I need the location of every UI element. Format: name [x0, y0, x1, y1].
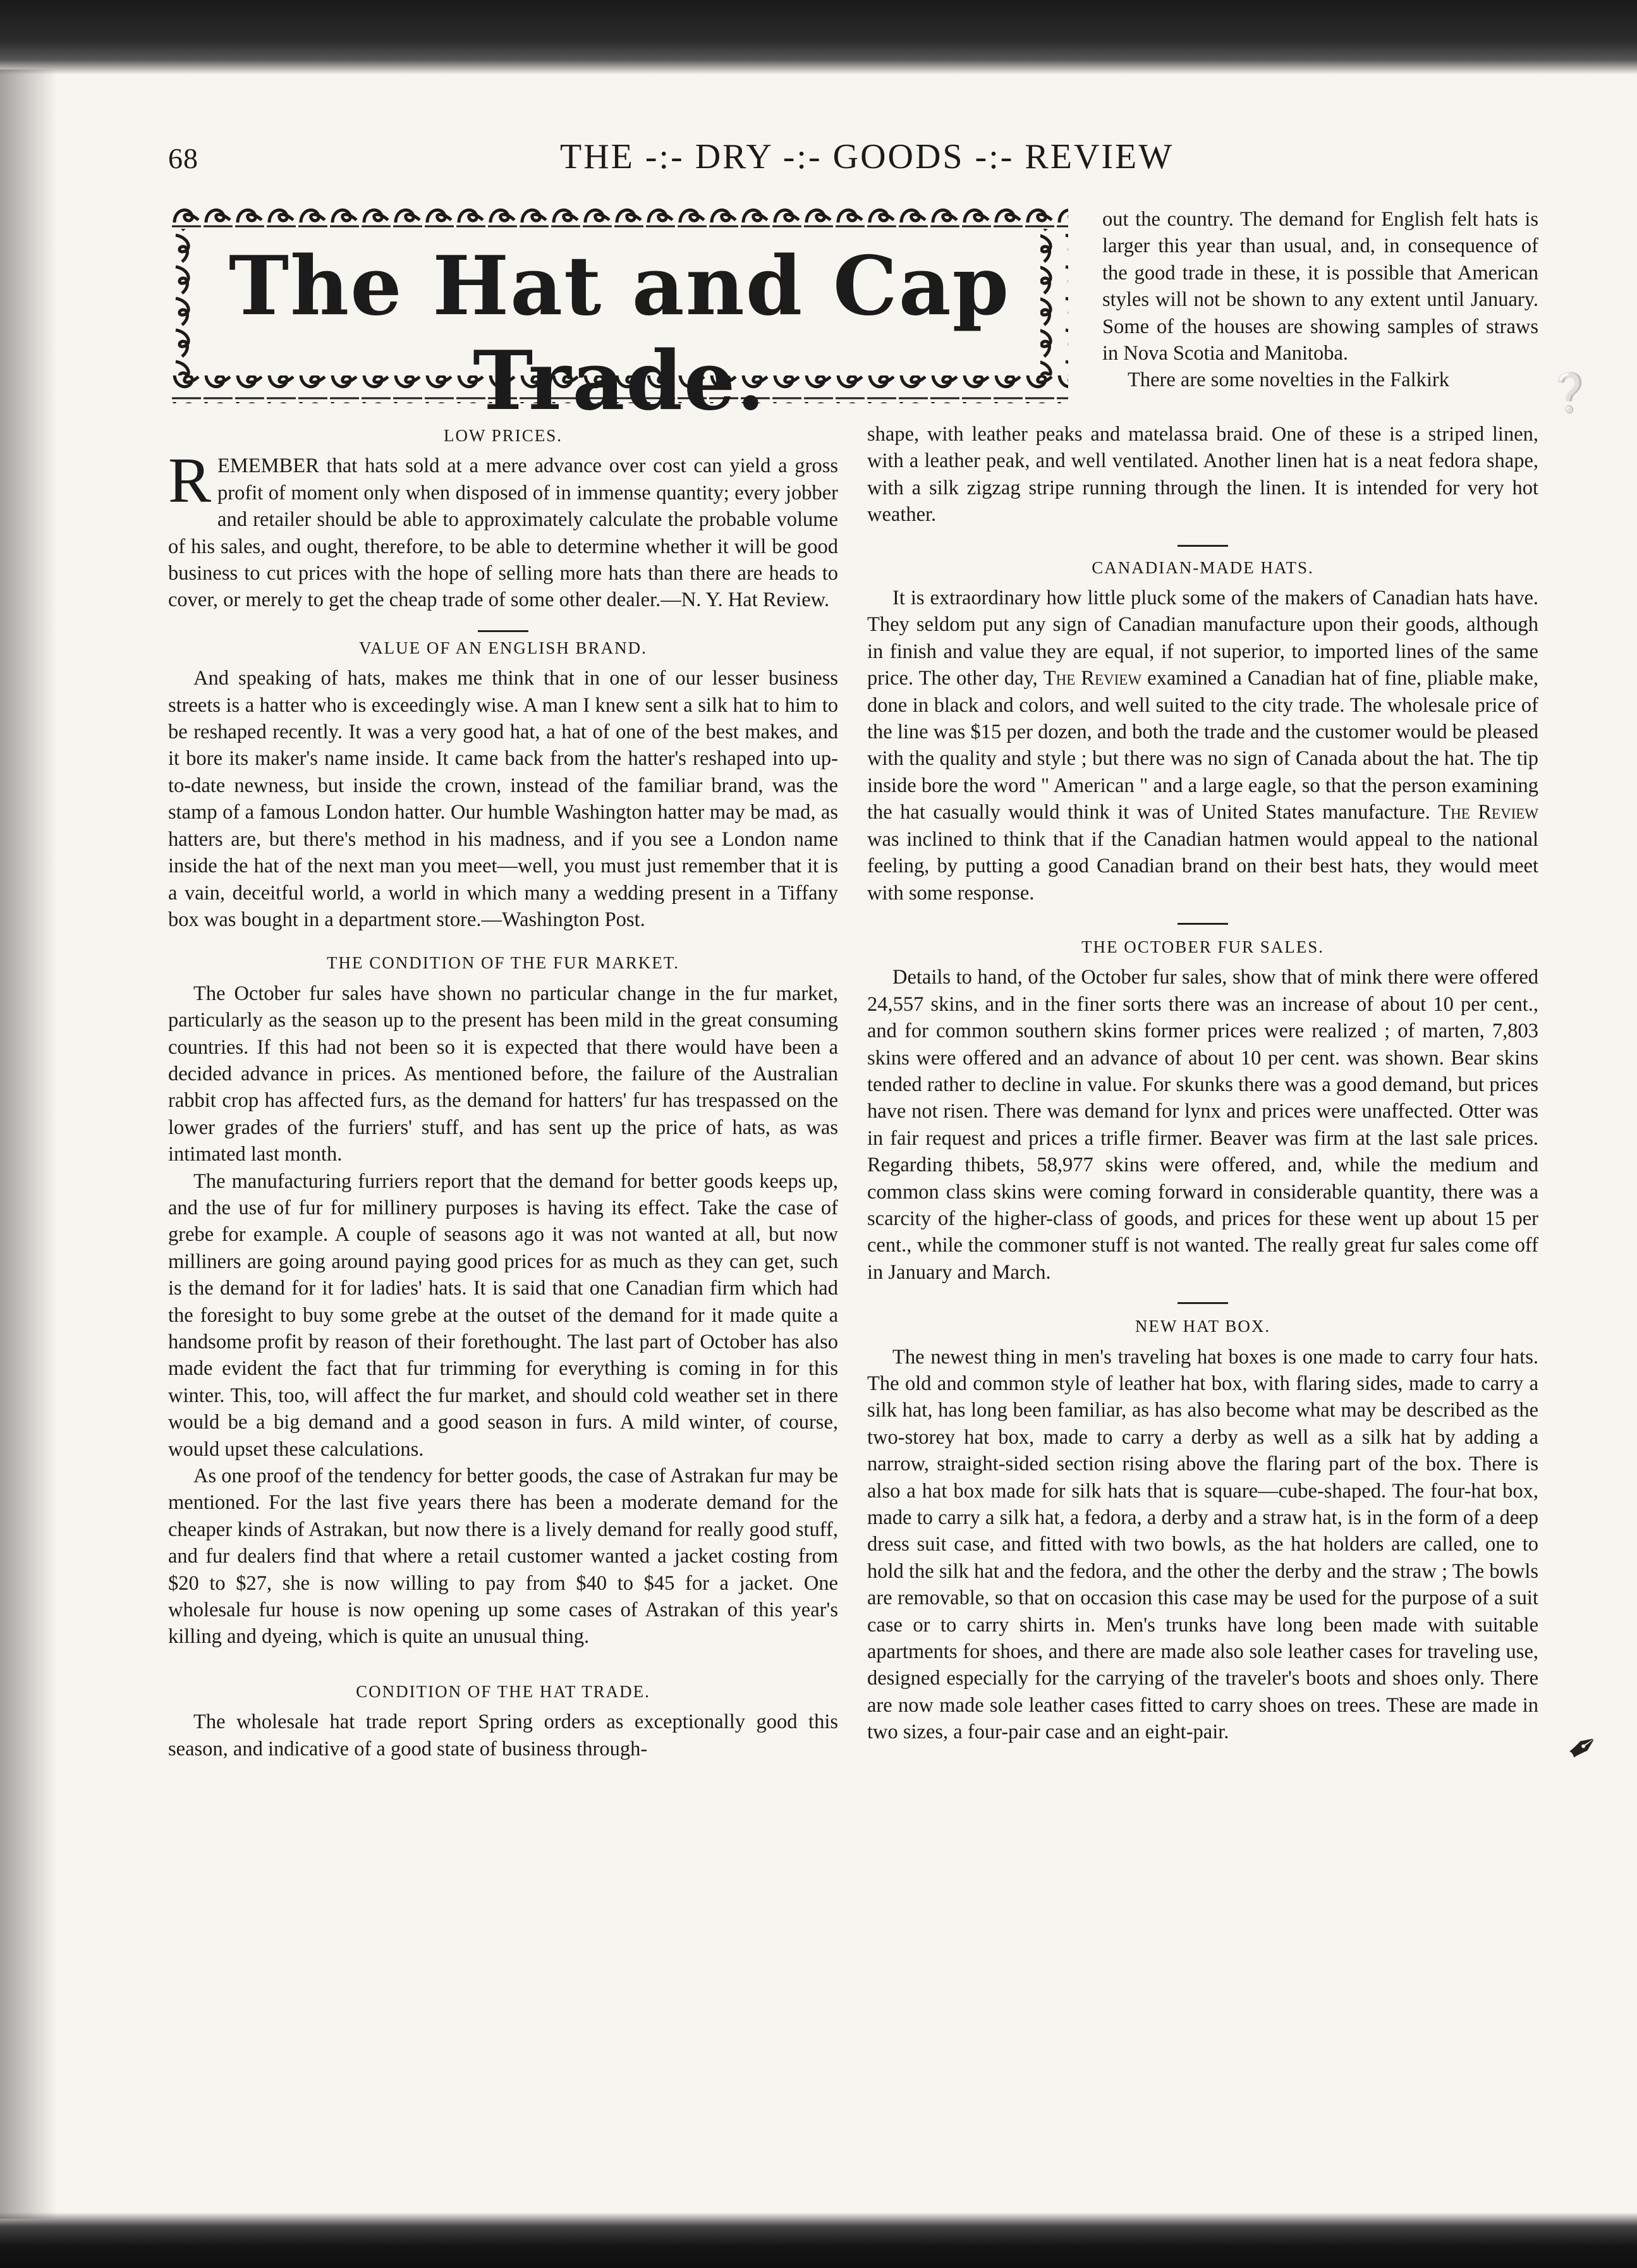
heading-english-brand: VALUE OF AN ENGLISH BRAND. [359, 638, 647, 657]
review-name: The Review [1438, 801, 1539, 824]
heading-canadian-hats: CANADIAN-MADE HATS. [1092, 558, 1314, 577]
scan-edge-left [0, 70, 57, 2219]
scan-edge-top [0, 0, 1637, 75]
heading-fur-sales: THE OCTOBER FUR SALES. [1081, 937, 1325, 956]
section-rule [1178, 923, 1228, 925]
paragraph-canadian-hats-c: was inclined to think that if the Canadian hatmen would appeal to the national feeling, by putting a good Canadian brand on their best hats, they would meet with some response. [867, 827, 1538, 905]
running-title: THE -:- DRY -:- GOODS -:- REVIEW [560, 137, 1174, 176]
paragraph-hat-box: The newest thing in men's traveling hat boxes is one made to carry four hats. The old and common style of leather hat box, with flaring sides, made to carry a silk hat, has long been familiar, as has also become what may be described as the two-storey hat box, made to carry a derby as well as a silk hat by adding a narrow, straight-sided section rising above the flaring part of the box. There is also a hat box made for silk hats that is square—cube-shaped. The four-hat box, made to carry a silk hat, a fedora, a derby and a straw hat, is in the form of a deep dress suit case, and fitted with two bowls, as the hat holders are called, one to hold the silk hat and the fedora, and the other the derby and the straw ; The bowls are removable, so that on occasion this case may be used for the purpose of a suit case or to carry shirts in. Men's trunks have long been made with suitable apartments for shoes, and there are made also sole leather cases for traveling use, designed especially for the carrying of the traveler's boots and shoes only. There are now made sole leather cases fitted to carry shoes on trees. These are made in two sizes, a four-pair case and an eight-pair. [867, 1345, 1538, 1744]
paragraph-fur-market-3: As one proof of the tendency for better goods, the case of Astrakan fur may be mentioned. For the last five years there has been a moderate demand for the cheaper kinds of Astrakan, but now there is a lively demand for really good stuff, and fur dealers find that where a retail customer wanted a jacket costing from $20 to $27, she is now willing to pay from $40 to $45 for a jacket. One wholesale fur house is now opening up some cases of Astrakan of this year's killing and dyeing, which is quite an unusual thing. [168, 1465, 838, 1649]
right-column-top [1102, 206, 1538, 394]
heading-hat-trade: CONDITION OF THE HAT TRADE. [356, 1681, 650, 1701]
paragraph-fur-market-2: The manufacturing furriers report that the demand for better goods keeps up, and the use of fur for millinery purposes is having its effect. Take the case of grebe for example. A couple of seasons ago it was not wanted at all, but now milliners are going around paying good prices for as much as they can get, such is the demand for it for ladies' hats. It is said that one Canadian firm which had the foresight to buy some grebe at the outset of the demand for it made quite a handsome profit by reason of their forethought. The last part of October has also made evident the fact that fur trimming for everything is coming in for this winter. This, too, will affect the fur market, and should cold weather set in there would be a big demand and a good season in furs. A mild winter, of course, would upset these calculations. [168, 1169, 838, 1461]
section-rule [1178, 545, 1228, 547]
section-banner [171, 201, 1068, 429]
paragraph-fur-sales: Details to hand, of the October fur sales, show that of mink there were offered 24,557 skins, and in the finer sorts there was an increase of about 10 per cent., and for common southern skins former prices were realized ; of marten, 7,803 skins were offered and an advance of about 10 per cent. was shown. Bear skins tended rather to decline in value. For skunks there was a good demand, but prices have not risen. There was demand for lynx and prices were unaffected. Otter was in fair request and prices a trifle firmer. Beaver was firm at the last sale prices. Regarding thibets, 58,977 skins were offered, and, while the medium and common class skins were coming forward in considerable quantity, there was a scarcity of the higher-class of goods, and prices for these went up about 15 per cent., while the commoner stuff is not wanted. The really great fur sales come off in January and March. [867, 966, 1538, 1284]
review-name: The Review [1043, 667, 1142, 690]
margin-mark-middle: ✒ [1558, 1721, 1609, 1774]
banner-title: The Hat and Cap Trade. [228, 239, 1011, 429]
heading-low-prices: LOW PRICES. [443, 426, 563, 445]
page-header [168, 133, 1521, 183]
paragraph-canadian-hats [867, 585, 1538, 906]
drop-cap: R [168, 445, 212, 517]
paragraph-english-brand: And speaking of hats, makes me think that in one of our lesser business streets is a hatter who is exceedingly wise. A man I knew sent a silk hat to him to be reshaped recently. It was a very good hat, a hat of one of the best makes, and it bore its maker's name inside. It came back from the hatter's reshaped into up-to-date newness, but inside the crown, instead of the familiar brand, was the stamp of a famous London hatter. Our humble Washington hatter may be mad, as hatters are, but there's method in his madness, and if you see a London name inside the hat of the next man you meet—well, you must just remember that it is a vain, deceitful world, a world in which many a wedding present in a Tiffany box was bought in a department store.—Washington Post. [168, 667, 838, 931]
scan-edge-bottom [0, 2212, 1637, 2268]
paragraph-fur-market-1: The October fur sales have shown no particular change in the fur market, particularly as the season up to the present has been mild in the great consuming countries. If this had not been so it is expected that there would have been a decided advance in prices. As mentioned before, the failure of the Australian rabbit crop has affected furs, as the demand for hatters' fur has trespassed on the lower grades of the furriers' stuff, and has sent up the price of hats, as was intimated last month. [168, 982, 838, 1166]
paragraph-hat-trade-1: The wholesale hat trade report Spring orders as exceptionally good this season, and indicative of a good state of business through- [168, 1710, 838, 1760]
section-rule [478, 630, 528, 632]
margin-mark-top: ❔ [1546, 372, 1593, 414]
right-column [867, 421, 1538, 1746]
paragraph-hat-trade-2-end: shape, with leather peaks and matelassa braid. One of these is a striped linen, with a leather peak, and well ventilated. Another linen hat is a neat fedora shape, with a silk zigzag stripe running through the linen. It is intended for very hot weather. [867, 423, 1538, 527]
paragraph-hat-trade-cont: out the country. The demand for English felt hats is larger this year than usual, and, in consequence of the good trade in these, it is possible that American styles will not be shown to any extent until January. Some of the houses are showing samples of straws in Nova Scotia and Manitoba. [1102, 208, 1538, 365]
paragraph-canadian-hats-a: It is extraordinary how little pluck some of the makers of Canadian hats have. They seldom put any sign of Canadian manufacture upon their goods, although in finish and value they are equal, if not superior, to imported lines of the same price. The other day, [867, 587, 1538, 690]
left-column [168, 422, 838, 1762]
paragraph-hat-trade-2-start: There are some novelties in the Falkirk [1128, 369, 1450, 392]
heading-fur-market: THE CONDITION OF THE FUR MARKET. [327, 953, 679, 973]
section-rule [1178, 1302, 1228, 1304]
heading-hat-box: NEW HAT BOX. [1135, 1317, 1271, 1336]
paragraph-low-prices [168, 445, 838, 613]
paragraph-low-prices-text: EMEMBER that hats sold at a mere advance over cost can yield a gross profit of moment only when disposed of in immense quantity; every jobber and retailer should be able to approximately calculate the probable volume of his sales, and ought, therefore, to be able to determine whether it will be good business to cut prices with the hope of selling more hats than there are heads to cover, or merely to get the cheap trade of some other dealer.—N. Y. Hat Review. [168, 454, 838, 612]
page-number: 68 [168, 142, 198, 174]
paragraph-canadian-hats-b: examined a Canadian hat of fine, pliable make, done in black and colors, and well suited to the city trade. The wholesale price of the line was $15 per dozen, and both the trade and the customer would be pleased with the quality and style ; but there was no sign of Canada about the hat. The tip inside bore the word " American " and a large eagle, so that the person examining the hat casually would think it was of United States manufacture. [867, 667, 1539, 824]
